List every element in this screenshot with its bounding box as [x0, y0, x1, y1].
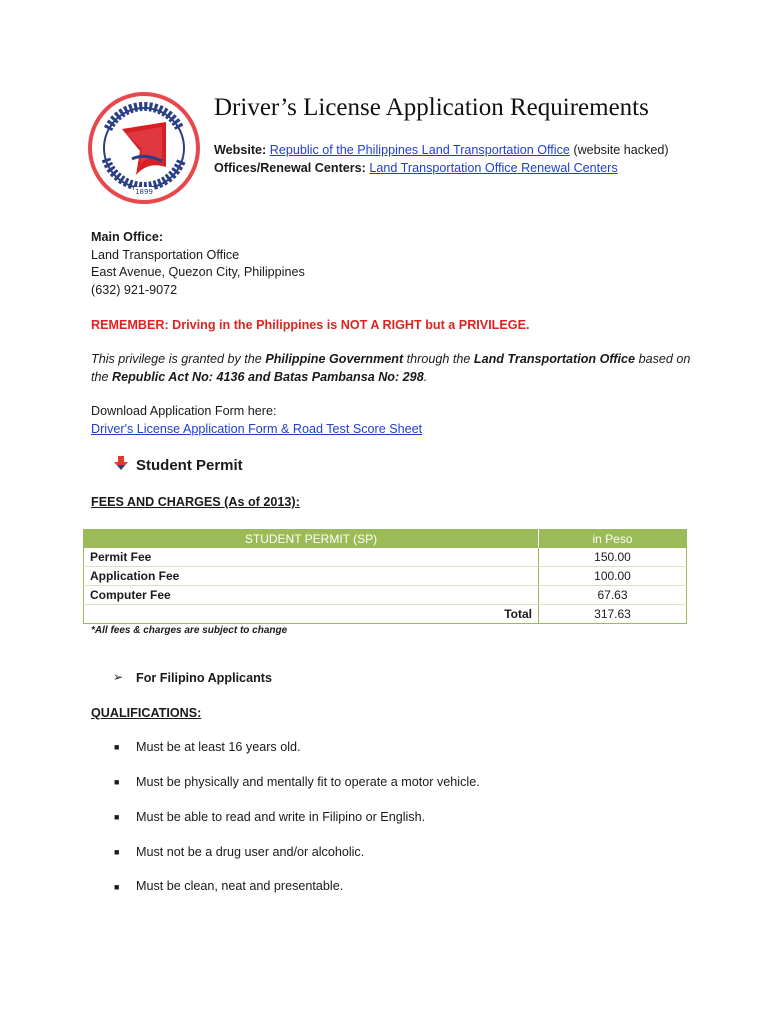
table-row — [84, 548, 687, 567]
table-row — [84, 586, 687, 605]
main-office-heading: Main Office: — [91, 230, 164, 244]
bullet-icon: ■ — [114, 777, 120, 787]
arrow-right-icon: ➢ — [113, 670, 124, 684]
row-label: Application Fee — [84, 567, 539, 586]
website-label: Website: — [214, 143, 267, 157]
page-title: Driver’s License Application Requirements — [214, 94, 649, 121]
offices-line — [214, 160, 618, 178]
table-row — [84, 567, 687, 586]
privilege-line-2: the Republic Act No: 4136 and Batas Pambansa No: 298. — [91, 370, 428, 384]
website-line — [214, 142, 669, 160]
offices-label: Offices/Renewal Centers: — [214, 161, 366, 175]
list-item: Must be physically and mentally fit to operate a motor vehicle. — [136, 775, 480, 789]
bullet-icon: ■ — [114, 812, 120, 822]
qualifications-heading: QUALIFICATIONS: — [91, 706, 202, 720]
total-amount: 317.63 — [539, 605, 687, 624]
total-label: Total — [504, 607, 532, 621]
row-label: Computer Fee — [84, 586, 539, 605]
download-label: Download Application Form here: — [91, 404, 277, 418]
bullet-icon: ■ — [114, 742, 120, 752]
bullet-icon: ■ — [114, 847, 120, 857]
total-row — [84, 605, 687, 624]
filipino-applicants-heading: For Filipino Applicants — [136, 671, 272, 685]
dotc-seal-logo — [88, 89, 200, 207]
privilege-line-1: This privilege is granted by the Philippine Government through the Land Transportation Office based on — [91, 352, 691, 366]
fees-heading: FEES AND CHARGES (As of 2013): — [91, 495, 300, 509]
main-office-name: Land Transportation Office — [91, 248, 240, 262]
list-item: Must be at least 16 years old. — [136, 740, 301, 754]
remember-notice: REMEMBER: Driving in the Philippines is NOT A RIGHT but a PRIVILEGE. — [91, 318, 530, 332]
main-office-phone: (632) 921-9072 — [91, 283, 178, 297]
col-header-in-peso: in Peso — [539, 530, 687, 549]
renewal-centers-link[interactable]: Land Transportation Office Renewal Centers — [369, 161, 618, 175]
row-label: Permit Fee — [84, 548, 539, 567]
col-header-student-permit: STUDENT PERMIT (SP) — [84, 530, 539, 549]
arrow-bullet-icon — [112, 455, 130, 471]
application-form-link[interactable]: Driver's License Application Form & Road Test Score Sheet — [91, 422, 423, 436]
list-item: Must not be a drug user and/or alcoholic. — [136, 845, 365, 859]
fees-note: *All fees & charges are subject to change — [91, 625, 288, 636]
seal-year: 1899 — [135, 188, 153, 196]
website-note: (website hacked) — [573, 143, 669, 157]
main-office-address: East Avenue, Quezon City, Philippines — [91, 265, 305, 279]
row-amount: 67.63 — [539, 586, 687, 605]
lto-website-link[interactable]: Republic of the Philippines Land Transportation Office — [269, 143, 570, 157]
bullet-icon: ■ — [114, 882, 120, 892]
fees-table — [83, 529, 687, 624]
list-item: Must be able to read and write in Filipino or English. — [136, 810, 426, 824]
row-amount: 100.00 — [539, 567, 687, 586]
fees-table-header — [84, 530, 687, 549]
student-permit-title: Student Permit — [136, 457, 243, 474]
row-amount: 150.00 — [539, 548, 687, 567]
list-item: Must be clean, neat and presentable. — [136, 879, 344, 893]
